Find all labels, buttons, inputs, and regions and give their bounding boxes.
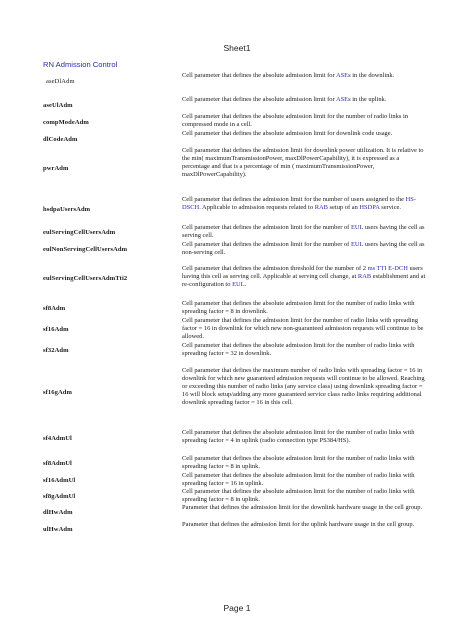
description-text: Cell parameter that defines the admission limit for downlink power utilization. It is relative to the min( maximumTransmissionPower, maxDlPowerCapability), it is expressed as a percentage and that is a percentage of min ( maximumTransmissionPower, maxDlPowerCapability). [182,147,424,179]
parameter-description [182,224,426,240]
parameter-name: sf4AdmUl [43,435,72,442]
description-text: Cell parameter that defines the absolute admission limit for the number of radio links with spreading factor = 4 in uplink (radio connection type PS384/HS). [182,429,415,445]
parameter-name: sf8gAdmUl [43,493,76,500]
parameter-name: aseDlAdm [46,78,75,85]
highlighted-term: ms TTI E-DCH [367,265,408,272]
parameter-description [182,241,426,257]
highlighted-term: ASE [335,96,349,103]
parameter-description [182,521,426,529]
description-text: users having the cell as serving cell. [182,224,425,240]
description-text: Cell parameter that defines the absolute admission limit for [182,72,336,79]
parameter-description [182,472,426,488]
description-text: Cell parameter that defines the absolute admission limit for the number of radio links with spreading factor = 16 in uplink. [182,472,415,488]
parameter-name: hsdpaUsersAdm [43,206,91,213]
description-text: . Applicable to admission requests related to [199,204,315,212]
description-text: Cell parameter that defines the absolute admission limit for the number of radio links in compressed mode in a cell. [182,113,408,129]
parameter-name: aseUlAdm [43,102,73,109]
description-text: Cell parameter that defines the absolute admission limit for downlink code usage. [182,130,393,137]
highlighted-term: EUL [350,224,364,231]
page-footer: Page 1 [223,603,251,613]
parameter-name: sf16gAdm [43,389,72,396]
description-text: s in the downlink. [348,72,395,79]
highlighted-term: ASE [335,72,349,79]
highlighted-term: EUL [350,241,364,248]
description-text: Cell parameter that defines the absolute admission limit for the number of radio links with spreading factor = 8 in uplink. [182,488,415,504]
parameter-description [182,300,426,316]
parameter-name: ulHwAdm [43,526,73,533]
parameter-name: dlHwAdm [43,509,73,516]
parameter-name: compModeAdm [43,119,89,126]
parameter-description [182,455,426,471]
parameter-description [182,147,426,179]
parameter-description [182,367,426,407]
parameter-name: eulServingCellUsersAdm [43,229,116,236]
highlighted-term: HSDPA [359,204,380,212]
highlighted-term: RAB [357,273,372,281]
parameter-name: sf8Adm [43,305,66,312]
highlighted-term: HS-DSCH [182,196,417,212]
parameter-name: pwrAdm [43,165,69,172]
description-text: Cell parameter that defines the admission limit for the number of [182,241,351,248]
parameter-description [182,196,426,212]
description-text: Cell parameter that defines the absolute admission limit for the number of radio links with spreading factor = 8 in uplink. [182,455,415,471]
description-text: s in the uplink. [348,96,387,103]
parameter-description [182,317,426,341]
parameter-description [182,429,426,445]
description-text: Cell parameter that defines the admission limit for the number of users assigned to the [182,196,406,203]
highlighted-term: RAB [314,204,328,212]
parameter-name: eulNonServingCellUsersAdm [43,246,128,253]
description-text: Parameter that defines the admission limit for the downlink hardware usage in the cell group. [182,504,423,511]
description-text: . [244,281,247,289]
sheet-title: Sheet1 [223,43,251,53]
description-text: users having this cell as serving cell. Applicable at serving cell change, at [182,265,423,281]
parameter-name: sf8AdmUl [43,460,72,467]
description-text: establishment and at re-configuration to [182,273,426,289]
description-text: service. [379,204,402,212]
parameter-description [182,113,426,129]
description-text: Cell parameter that defines the maximum number of radio links with spreading factor = 16 in downlink for which new guaranteed admission requests will continue to be allowed. Reaching or exceeding this number of radio links (any service class) using downlink spreading factor = 16 will block setup/adding any more guaranteed service class radio links requiring additional downlink spreading factor = 16 in this cell. [182,367,425,407]
parameter-name: sf32Adm [43,347,69,354]
description-text: Cell parameter that defines the absolute admission limit for [182,96,336,103]
parameter-description [182,504,426,512]
parameter-description [182,265,426,289]
parameter-description [182,72,426,80]
section-title: RN Admission Control [43,60,118,69]
parameter-name: dlCodeAdm [43,136,78,143]
description-text: Cell parameter that defines the admission limit for the number of radio links with spreading factor = 16 in downlink for which new non-guaranteed admission requests will continue to be allowed. [182,317,424,341]
highlighted-term: EUL [232,281,245,289]
description-text: Cell parameter that defines the absolute admission limit for the number of radio links with spreading factor = 8 in downlink. [182,300,415,316]
description-text: Cell parameter that defines the absolute admission limit for the number of radio links with spreading factor = 32 in downlink. [182,342,415,358]
description-text: Cell parameter that defines the admission limit for the number of [182,224,351,231]
parameter-name: eulServingCellUsersAdmTti2 [43,275,128,282]
description-text: Cell parameter that defines the admission threshold for the number of 2 [182,265,368,272]
parameter-description [182,130,426,138]
parameter-name: sf16Adm [43,326,69,333]
parameter-description [182,96,426,104]
parameter-description [182,488,426,504]
description-text: Parameter that defines the admission limit for the uplink hardware usage in the cell group. [182,521,415,528]
description-text: users having the cell as non-serving cell. [182,241,425,257]
parameter-name: sf16AdmUl [43,477,76,484]
description-text: setup of an [327,204,360,212]
parameter-description [182,342,426,358]
